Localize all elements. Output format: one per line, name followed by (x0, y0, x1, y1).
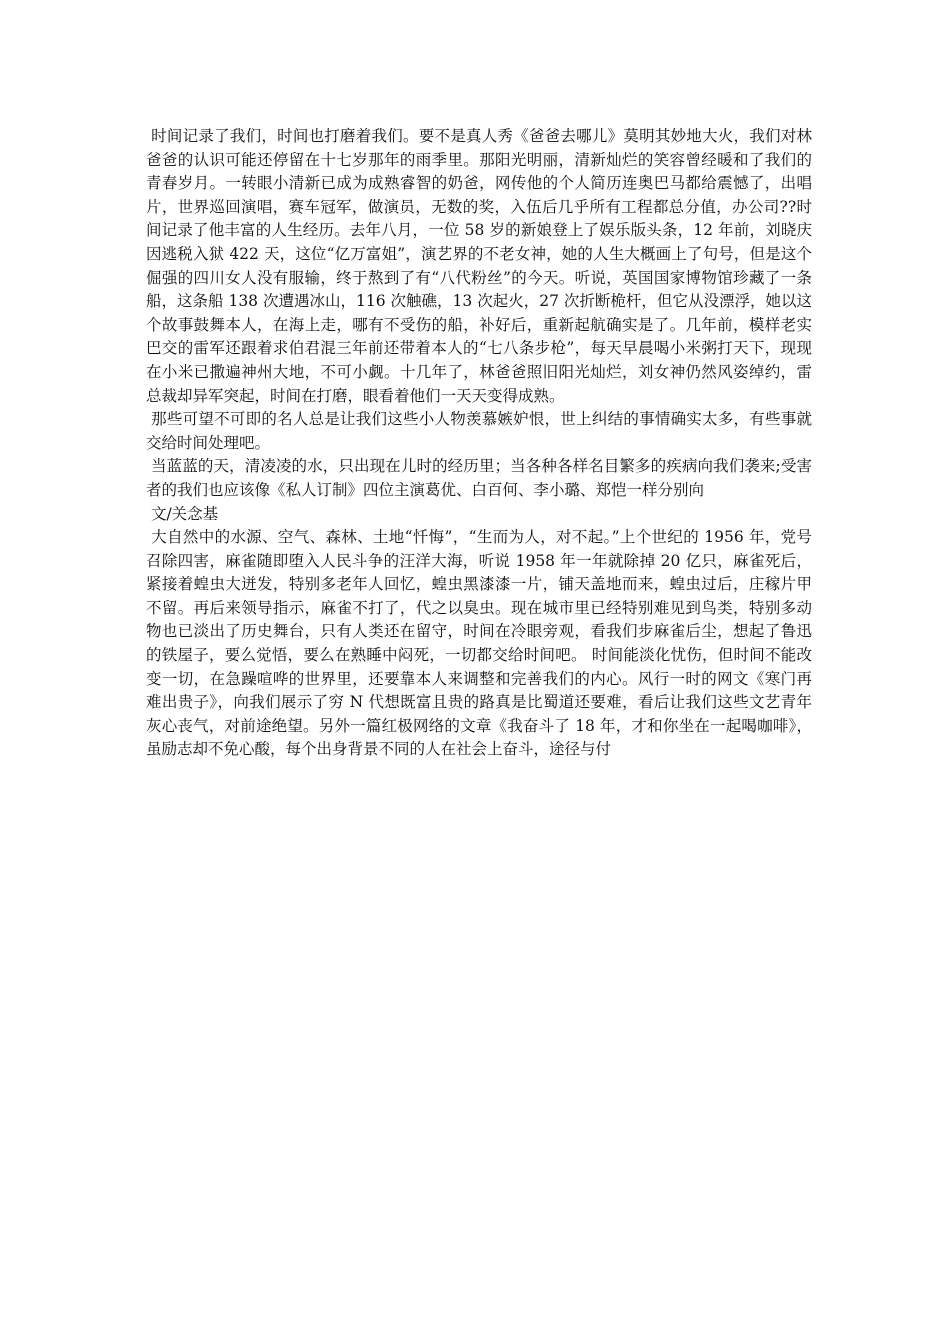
document-body (146, 125, 812, 762)
paragraph-time-records-us: 时间记录了我们，时间也打磨着我们。要不是真人秀《爸爸去哪儿》莫明其妙地大火，我们对林爸爸的认识可能还停留在十七岁那年的雨季里。那阳光明丽，清新灿烂的笑容曾经暖和了我们的青春岁月。一转眼小清新已成为成熟睿智的奶爸，网传他的个人简历连奥巴马都给震憾了，出唱片，世界巡回演唱，赛车冠军，做演员，无数的奖，入伍后几乎所有工程都总分值，办公司??时间记录了他丰富的人生经历。去年八月，一位 58 岁的新娘登上了娱乐版头条，12 年前，刘晓庆因逃税入狱 422 天，这位“亿万富姐”，演艺界的不老女神，她的人生大概画上了句号，但是这个倔强的四川女人没有服输，终于熬到了有“八代粉丝”的今天。听说，英国国家博物馆珍藏了一条船，这条船 138 次遭遇冰山，116 次触礁，13 次起火，27 次折断桅杆，但它从没漂浮，她以这个故事鼓舞本人，在海上走，哪有不受伤的船，补好后，重新起航确实是了。几年前，模样老实巴交的雷军还跟着求伯君混三年前还带着本人的“七八条步枪”，每天早晨喝小米粥打天下，现现在小米已撒遍神州大地，不可小觑。十几年了，林爸爸照旧阳光灿烂，刘女神仍然风姿绰约，雷总裁却异军突起，时间在打磨，眼看着他们一天天变得成熟。 (146, 127, 812, 405)
paragraph-celebrities: 那些可望不可即的名人总是让我们这些小人物羡慕嫉妒恨，世上纠结的事情确实太多，有些事就交给时间处理吧。 (146, 410, 812, 452)
author-line: 文/关念基 (146, 504, 219, 523)
paragraph-nature-repentance: 大自然中的水源、空气、森林、土地“忏悔”，“生而为人，对不起。”上个世纪的 1956 年，党号召除四害，麻雀随即堕入人民斗争的汪洋大海，听说 1958 年一年就除掉 20 亿只，麻雀死后，紧接着蝗虫大迸发，特别多老年人回忆，蝗虫黑漆漆一片，铺天盖地而来，蝗虫过后，庄稼片甲不留。再后来领导指示，麻雀不打了，代之以臭虫。现在城市里已经特别难见到鸟类，特别多动物也已淡出了历史舞台，只有人类还在留守，时间在冷眼旁观，看我们步麻雀后尘，想起了鲁迅的铁屋子，要么觉悟，要么在熟睡中闷死，一切都交给时间吧。 时间能淡化忧伤，但时间不能改变一切，在急躁喧哗的世界里，还要靠本人来调整和完善我们的内心。风行一时的网文《寒门再难出贵子》，向我们展示了穷 N 代想既富且贵的路真是比蜀道还要难，看后让我们这些文艺青年灰心丧气，对前途绝望。另外一篇红极网络的文章《我奋斗了 18 年，才和你坐在一起喝咖啡》，虽励志却不免心酸，每个出身背景不同的人在社会上奋斗，途径与付 (146, 528, 812, 759)
paragraph-blue-sky: 当蓝蓝的天，清凌凌的水，只出现在儿时的经历里；当各种各样名目繁多的疾病向我们袭来;受害者的我们也应该像《私人订制》四位主演葛优、白百何、李小璐、郑恺一样分别向 (146, 457, 812, 499)
